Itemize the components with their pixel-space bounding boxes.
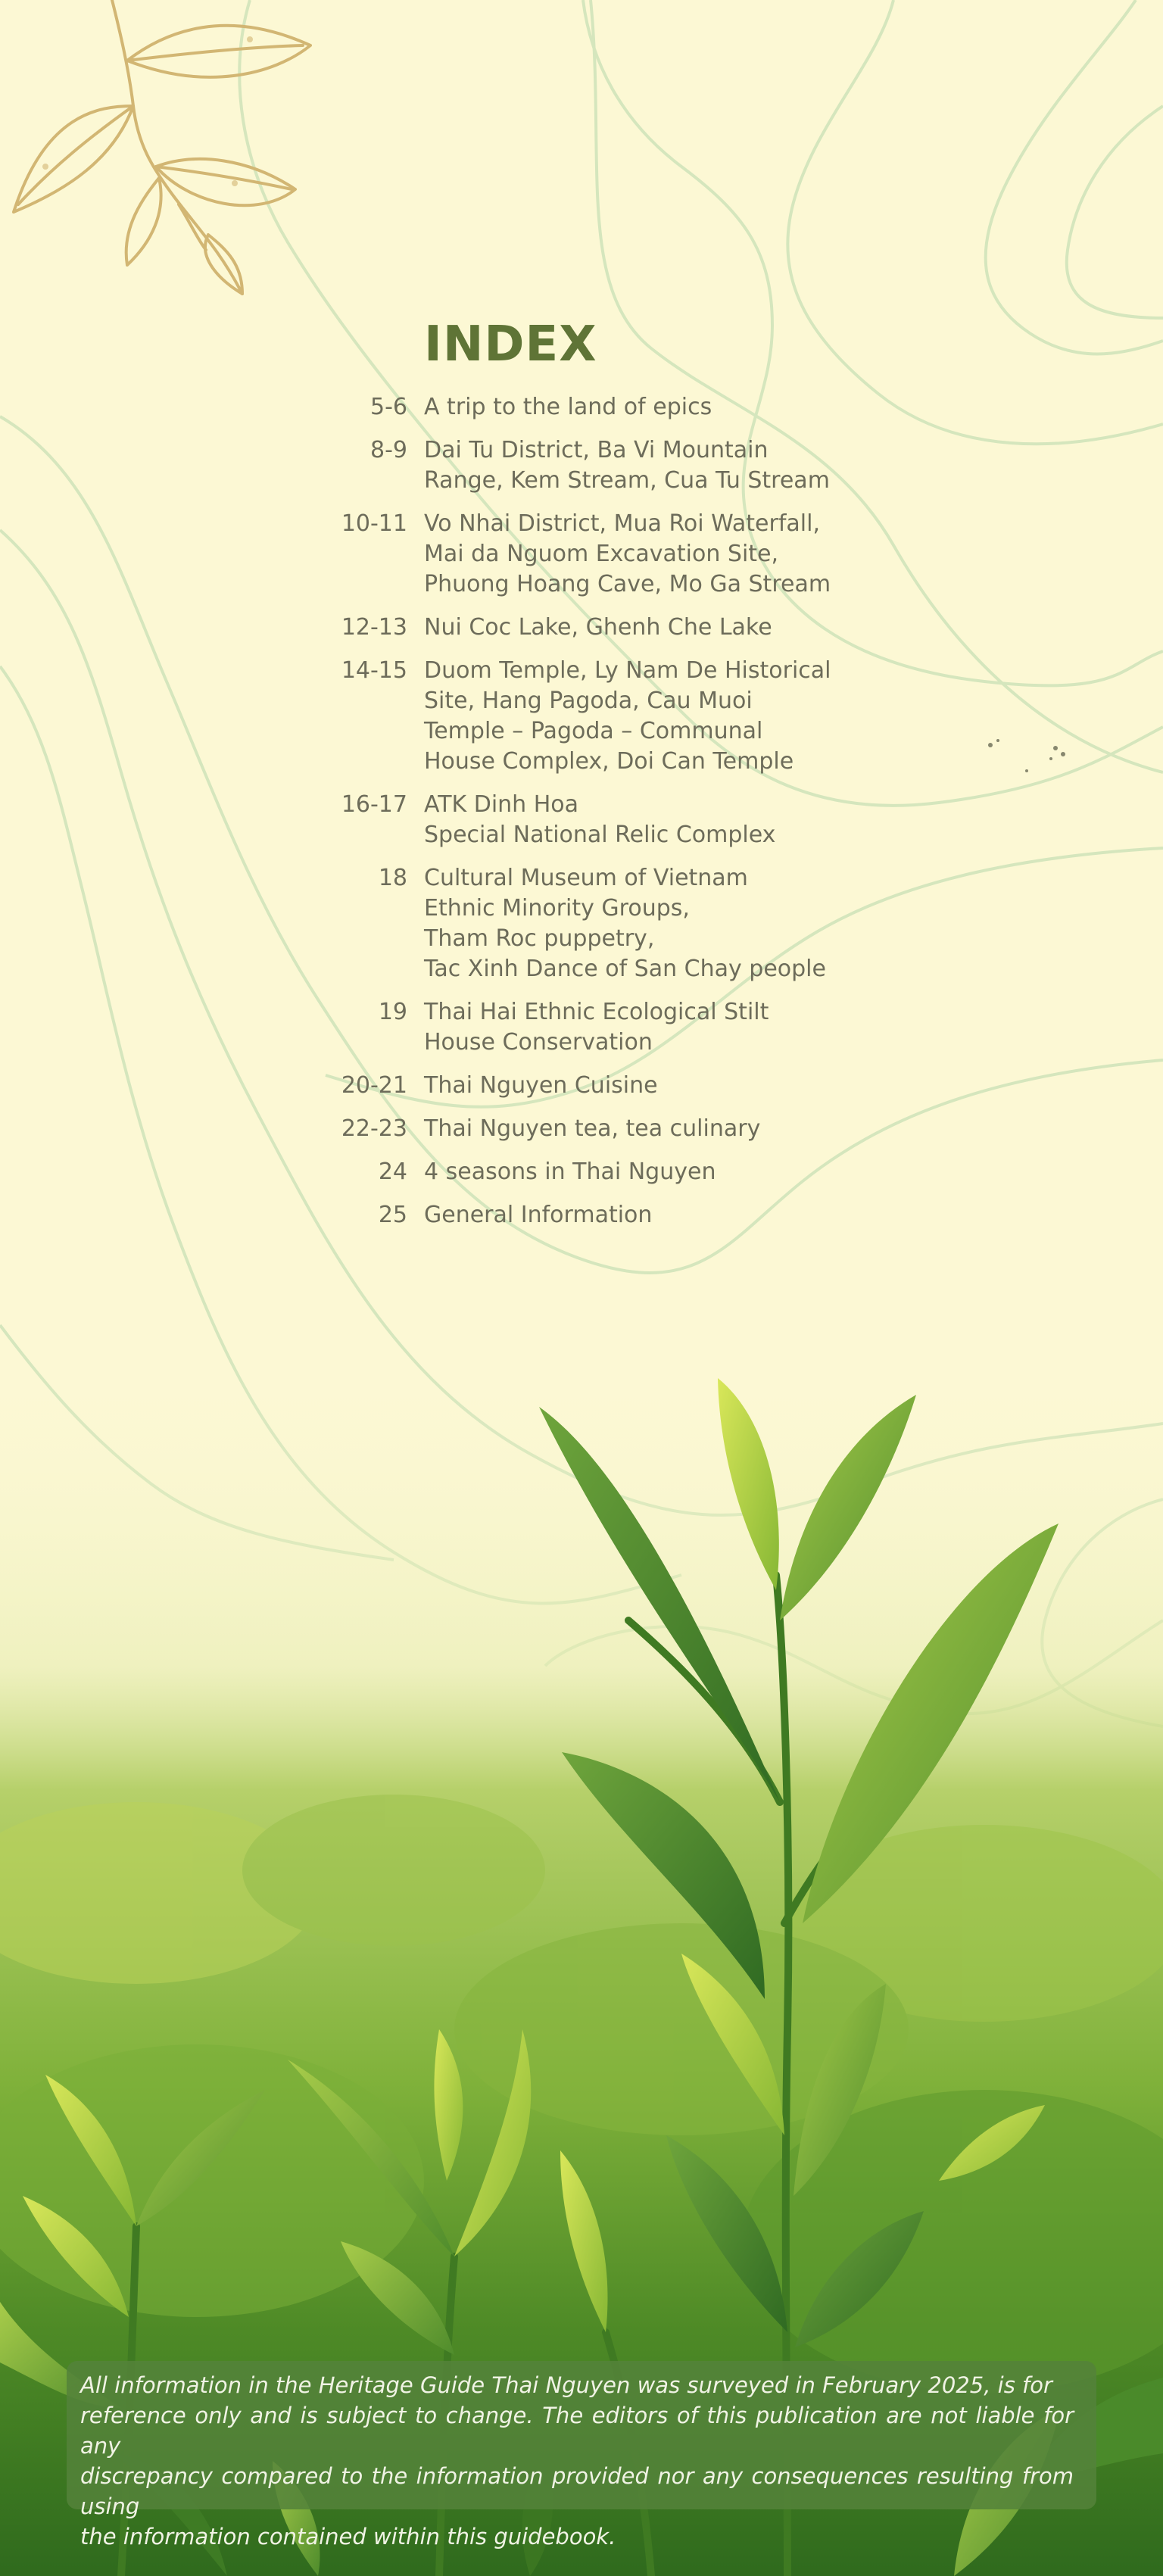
index-entry-title: A trip to the land of epics	[424, 394, 712, 420]
index-entry-title: General Information	[424, 1202, 653, 1228]
index-title: INDEX	[424, 317, 597, 373]
index-entry	[303, 509, 863, 600]
index-entry	[303, 392, 863, 423]
index-page-number: 18	[378, 865, 407, 891]
index-page-number: 5-6	[370, 394, 407, 420]
index-page-number: 8-9	[370, 437, 407, 463]
index-entry	[303, 1071, 863, 1101]
index-entry	[303, 997, 863, 1058]
index-entry-title: Nui Coc Lake, Ghenh Che Lake	[424, 614, 772, 641]
index-page-number: 12-13	[341, 614, 407, 641]
index-page-number: 19	[378, 999, 407, 1025]
index-page-number: 16-17	[341, 791, 407, 818]
index-list	[303, 392, 863, 1243]
index-entry	[303, 1157, 863, 1187]
index-entry-title: Thai Hai Ethnic Ecological Stilt House Conservation	[424, 999, 769, 1056]
index-page-number: 25	[378, 1202, 407, 1228]
index-entry-title: Duom Temple, Ly Nam De Historical Site, Hang Pagoda, Cau Muoi Temple – Pagoda – Communal House Complex, Doi Can Temple	[424, 657, 831, 775]
index-entry	[303, 656, 863, 777]
index-entry-title: Thai Nguyen Cuisine	[424, 1072, 658, 1099]
index-entry	[303, 1114, 863, 1144]
index-entry-title: Thai Nguyen tea, tea culinary	[424, 1115, 761, 1142]
index-entry	[303, 613, 863, 643]
index-page-number: 14-15	[341, 657, 407, 684]
index-page-number: 20-21	[341, 1072, 407, 1099]
disclaimer-box	[67, 2361, 1096, 2549]
index-entry-title: Cultural Museum of Vietnam Ethnic Minority Groups, Tham Roc puppetry, Tac Xinh Dance of San Chay people	[424, 865, 826, 982]
index-entry	[303, 1200, 863, 1230]
tea-branch-illustration	[0, 0, 333, 303]
index-page-number: 24	[378, 1159, 407, 1185]
index-entry-title: 4 seasons in Thai Nguyen	[424, 1159, 716, 1185]
index-entry-title: Dai Tu District, Ba Vi Mountain Range, Kem Stream, Cua Tu Stream	[424, 437, 830, 494]
index-entry	[303, 863, 863, 984]
index-entry-title: Vo Nhai District, Mua Roi Waterfall, Mai da Nguom Excavation Site, Phuong Hoang Cave, Mo Ga Stream	[424, 510, 831, 597]
index-page-number: 10-11	[341, 510, 407, 537]
disclaimer-text: All information in the Heritage Guide Thai Nguyen was surveyed in February 2025, is for reference only and is subject to change. The editors of this publication are not liable for any discrepancy compared to the information provided nor any consequences resulting from using the information contained within this guidebook.	[80, 2372, 1074, 2549]
index-entry	[303, 435, 863, 496]
index-page-number: 22-23	[341, 1115, 407, 1142]
index-entry-title: ATK Dinh Hoa Special National Relic Complex	[424, 791, 776, 848]
index-entry	[303, 790, 863, 850]
